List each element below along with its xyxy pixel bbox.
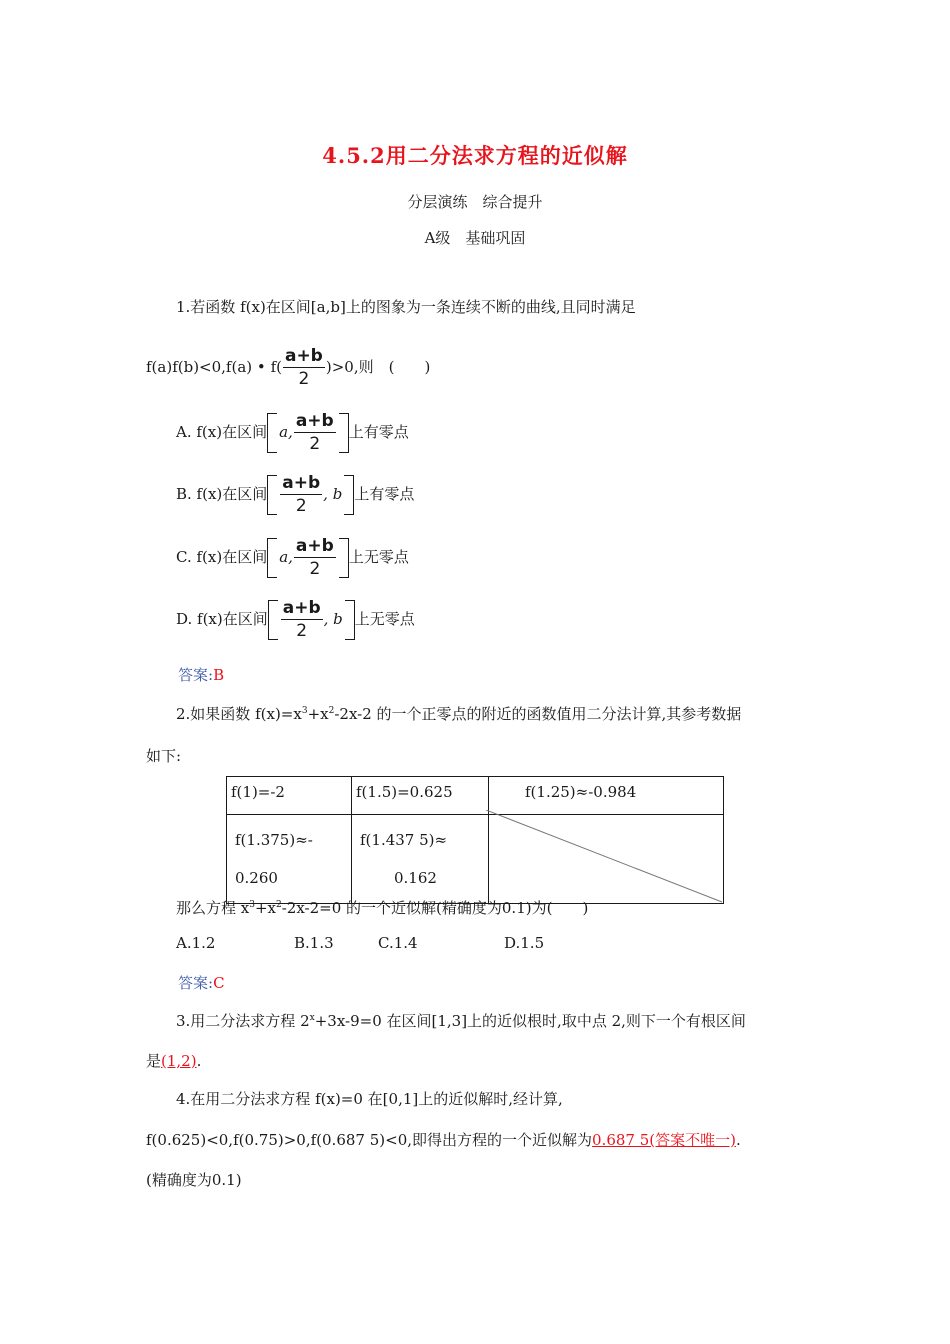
q3-answer-line: 是(1,2). bbox=[146, 1052, 202, 1070]
q1-option-a: A. f(x)在区间 a, $\frac{a+b}{2}$ 上有零点 bbox=[176, 411, 409, 454]
q2-option-a: A.1.2 bbox=[176, 934, 216, 952]
table-cell: f(1.375)≈- 0.260 bbox=[235, 831, 313, 887]
table-diagonal-line bbox=[486, 810, 726, 905]
q2-option-c: C.1.4 bbox=[378, 934, 418, 952]
q2-option-d: D.1.5 bbox=[504, 934, 545, 952]
q1-cond-dot: • bbox=[256, 358, 266, 376]
q1-option-d: D. f(x)在区间 $\frac{a+b}{2}$ , b 上无零点 bbox=[176, 598, 415, 641]
table-cell: f(1.25)≈-0.984 bbox=[525, 783, 637, 801]
q1-cond-f: f( bbox=[270, 358, 282, 376]
q1-stem: 1.若函数 f(x)在区间[a,b]上的图象为一条连续不断的曲线,且同时满足 bbox=[176, 298, 636, 316]
table-cell: f(1.437 5)≈ 0.162 bbox=[360, 831, 448, 887]
section-heading: 分层演练 综合提升 bbox=[407, 193, 543, 211]
q2-question: 那么方程 $x^3+x^2-2x-2=0$ 的一个近似解(精确度为0.1)为( ) bbox=[176, 899, 589, 917]
q2-answer: 答案:C bbox=[178, 974, 225, 992]
q2-stem-line2: 如下: bbox=[146, 747, 182, 765]
q1-option-c: C. f(x)在区间 a, $\frac{a+b}{2}$ 上无零点 bbox=[176, 536, 409, 579]
q1-cond-a: f(a)f(b)<0,f(a) bbox=[146, 358, 253, 376]
level-heading: A级 基础巩固 bbox=[424, 229, 526, 247]
q2-stem: 2.如果函数 $f(x)=x^3+x^2-2x-2$ 的一个正零点的附近的函数值用二分法计算,其参考数据 bbox=[176, 705, 742, 723]
q4-answer: 0.687 5(答案不唯一) bbox=[592, 1131, 736, 1149]
q1-fraction: $\frac{a+b}{2}$ bbox=[284, 346, 323, 389]
q2-option-b: B.1.3 bbox=[294, 934, 334, 952]
q3-answer: (1,2) bbox=[161, 1052, 197, 1070]
q1-condition bbox=[146, 348, 430, 388]
table-cell: f(1)=-2 bbox=[231, 783, 285, 801]
q1-answer: 答案:B bbox=[178, 666, 225, 684]
q1-cond-end: )>0,则 ( ) bbox=[325, 358, 431, 376]
table-cell: f(1.5)=0.625 bbox=[356, 783, 453, 801]
q3-stem: 3.用二分法求方程 $2^x+3x-9=0$ 在区间[1,3]上的近似根时,取中点 2,则下一个有根区间 bbox=[176, 1012, 746, 1030]
q4-stem: 4.在用二分法求方程 f(x)=0 在[0,1]上的近似解时,经计算, bbox=[176, 1090, 563, 1108]
q1-option-b: B. f(x)在区间 $\frac{a+b}{2}$ , b 上有零点 bbox=[176, 473, 415, 516]
page-title: 4.5.2用二分法求方程的近似解 bbox=[322, 143, 628, 168]
q4-precision-note: (精确度为0.1) bbox=[146, 1171, 242, 1189]
q4-answer-line: f(0.625)<0,f(0.75)>0,f(0.687 5)<0,即得出方程的一个近似解为0.687 5(答案不唯一). bbox=[146, 1131, 741, 1149]
